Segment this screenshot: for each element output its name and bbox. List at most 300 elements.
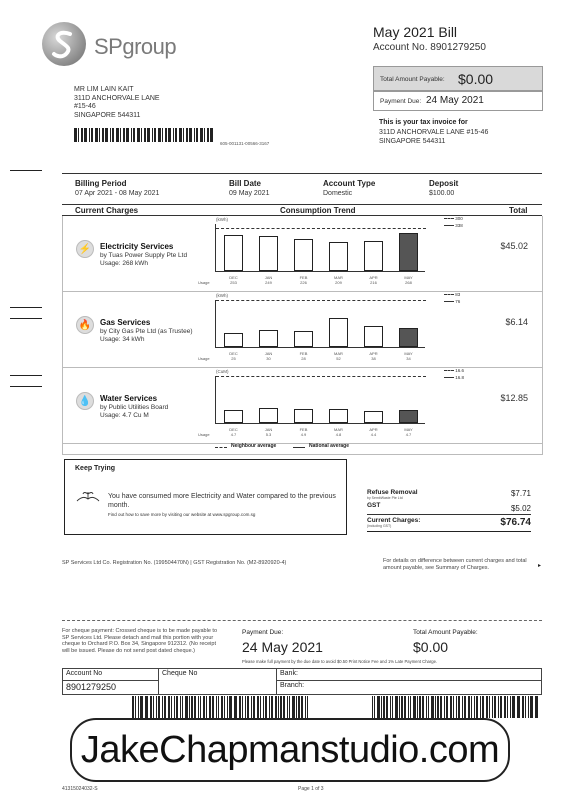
barcode-bar <box>175 128 177 142</box>
month-label: MAR <box>334 275 343 280</box>
chart-tick-label <box>216 351 251 361</box>
current-charges-label: Current Charges: <box>367 517 421 524</box>
barcode-bar <box>123 128 125 142</box>
barcode-bar <box>78 128 79 142</box>
flame-icon: 🔥 <box>76 316 94 334</box>
barcode-bar <box>216 696 217 718</box>
barcode-bar <box>528 696 530 718</box>
neighbour-average-value: 83 <box>455 292 461 297</box>
barcode-bar <box>489 696 490 718</box>
barcode-bar <box>510 696 512 718</box>
barcode-bar <box>462 696 463 718</box>
barcode-bar <box>133 128 135 142</box>
chart-bar <box>224 410 244 423</box>
month-label: MAY <box>404 427 413 432</box>
neighbour-average-line <box>216 228 426 229</box>
barcode-bar <box>280 696 281 718</box>
service-name: Gas Services <box>100 318 151 327</box>
customer-address <box>74 86 160 120</box>
barcode-bar <box>144 128 146 142</box>
usage-value: 253 <box>230 280 237 285</box>
chart-tick-label <box>391 351 426 361</box>
barcode-bar <box>260 696 261 718</box>
usage-value: 268 <box>405 280 412 285</box>
national-legend-label: National average <box>309 443 350 449</box>
barcode-bar <box>245 696 246 718</box>
barcode-bar <box>153 696 154 718</box>
barcode-bar <box>154 128 156 142</box>
sp-logo-icon <box>42 22 90 68</box>
account-label: Account No. <box>373 42 428 53</box>
barcode-bar <box>138 696 139 718</box>
barcode-bar <box>152 128 153 142</box>
usage-value: 30 <box>266 356 271 361</box>
barcode-bar <box>437 696 439 718</box>
barcode-bar <box>116 128 119 142</box>
registration-info: SP Services Ltd Co. Registration No. (199504470N) | GST Registration No. (M2-8920920-4) <box>62 560 287 566</box>
barcode-bar <box>377 696 379 718</box>
slip-table <box>62 668 542 695</box>
service-provider: by Public Utilities Board <box>100 404 169 411</box>
refuse-removal-value: $7.71 <box>510 489 531 498</box>
chart-unit: (kWh) <box>216 293 228 298</box>
chart-bar <box>294 409 314 423</box>
legend-solid-line <box>444 299 460 304</box>
barcode-bar <box>522 696 524 718</box>
neighbour-legend-label: Neighbour average <box>231 443 277 449</box>
slip-account-value: 8901279250 <box>63 681 159 695</box>
tax-addr-line: SINGAPORE 544311 <box>379 137 446 145</box>
barcode-bar <box>185 696 187 718</box>
barcode-bar <box>498 696 499 718</box>
tax-addr-line: 311D ANCHORVALE LANE #15-46 <box>379 129 489 136</box>
service-row <box>62 292 542 368</box>
barcode-bar <box>186 128 188 142</box>
chart-tick-label <box>391 427 426 437</box>
service-usage: Usage: 4.7 Cu M <box>100 412 149 419</box>
chart-tick-label <box>251 351 286 361</box>
barcode-bar <box>251 696 252 718</box>
chart-bar <box>399 233 419 271</box>
barcode-bar <box>305 696 306 718</box>
billing-period-label: Billing Period <box>75 179 127 188</box>
barcode-bar <box>137 128 140 142</box>
chart-bar <box>329 318 349 347</box>
barcode-bar <box>392 696 394 718</box>
keep-trying-title: Keep Trying <box>75 465 116 472</box>
barcode-bar <box>200 128 203 142</box>
slip-total-value: $0.00 <box>413 639 449 655</box>
barcode-bar <box>229 696 231 718</box>
barcode-bar <box>456 696 458 718</box>
chart-tick-label <box>356 427 391 437</box>
fold-mark <box>10 170 42 171</box>
refuse-removal-sub: by SembWaste Pte Ltd <box>367 496 403 500</box>
usage-axis-label: Usage <box>198 356 210 361</box>
tax-invoice-address <box>379 129 488 146</box>
details-note: For details on difference between current charges and total amount payable, see Summary of Charges. <box>383 558 527 571</box>
barcode-bar <box>374 696 376 718</box>
barcode-bar <box>476 696 478 718</box>
barcode-bar <box>474 696 476 718</box>
service-provider: by Tuas Power Supply Pte Ltd <box>100 252 188 259</box>
billing-period <box>75 179 159 197</box>
barcode-bar <box>120 128 121 142</box>
barcode-bar <box>275 696 277 718</box>
month-label: JAN <box>264 351 273 356</box>
barcode-bar <box>235 696 236 718</box>
fold-mark <box>10 375 42 376</box>
brand-name: SPgroup <box>94 34 177 59</box>
usage-value: 4.7 <box>230 432 237 437</box>
chart-tick-label <box>251 275 286 285</box>
current-charges-value: $76.74 <box>500 517 531 528</box>
barcode-bar <box>458 696 460 718</box>
barcode-bar <box>471 696 472 718</box>
usage-value: 34 <box>406 356 411 361</box>
account-type-label: Account Type <box>323 179 376 188</box>
fold-mark <box>10 318 42 319</box>
month-label: FEB <box>299 427 308 432</box>
chart-bar <box>224 333 244 347</box>
barcode-bar <box>180 696 181 718</box>
slip-cheque-field[interactable]: Cheque No <box>159 669 277 695</box>
barcode-bar <box>102 128 104 142</box>
barcode-bar <box>210 128 213 142</box>
barcode-bar <box>74 128 77 142</box>
total-payable-label: Total Amount Payable: <box>380 76 445 83</box>
barcode-bar <box>383 696 385 718</box>
barcode-bar <box>198 696 199 718</box>
month-label: MAR <box>334 427 343 432</box>
barcode-bar <box>182 696 183 718</box>
barcode-bar <box>200 696 201 718</box>
chart-tick-label <box>286 351 321 361</box>
barcode-bar <box>504 696 506 718</box>
address-line: #15-46 <box>74 103 96 110</box>
chart-bar <box>294 239 314 271</box>
barcode-bar <box>419 696 421 718</box>
barcode-bar <box>408 696 409 718</box>
barcode-bar <box>89 128 90 142</box>
account-type-value: Domestic <box>323 190 353 197</box>
barcode-bar <box>234 696 235 718</box>
barcode-bar <box>535 696 536 718</box>
barcode-bar <box>247 696 249 718</box>
barcode-bar <box>141 128 142 142</box>
neighbour-average-line <box>216 300 426 301</box>
service-amount: $12.85 <box>500 393 528 403</box>
barcode-bar <box>189 696 190 718</box>
total-payable-box <box>373 66 543 91</box>
service-amount: $45.02 <box>500 241 528 251</box>
service-name: Electricity Services <box>100 242 174 251</box>
barcode-bar <box>242 696 243 718</box>
legend-dotted-line <box>444 292 460 297</box>
usage-value: 4.7 <box>405 432 412 437</box>
divider <box>62 173 542 174</box>
service-row <box>62 368 542 444</box>
hands-plant-icon <box>75 489 101 505</box>
chart-bar <box>329 242 349 272</box>
month-label: APR <box>369 427 378 432</box>
chart-tick-label <box>286 275 321 285</box>
barcode-bar <box>289 696 290 718</box>
barcode-bar <box>450 696 452 718</box>
month-label: JAN <box>264 275 273 280</box>
account-number: 8901279250 <box>430 42 486 53</box>
solid-legend-swatch <box>293 447 305 448</box>
barcode-bar <box>492 696 494 718</box>
service-amount: $6.14 <box>505 317 528 327</box>
service-provider: by City Gas Pte Ltd (as Trustee) <box>100 328 193 335</box>
barcode-bar <box>307 696 308 718</box>
barcode-bar <box>444 696 445 718</box>
barcode-bar <box>207 128 209 142</box>
barcode-bar <box>99 128 100 142</box>
barcode-bar <box>189 128 192 142</box>
fold-mark <box>10 307 42 308</box>
slip-total-label: Total Amount Payable: <box>413 629 478 636</box>
total-payable-value: $0.00 <box>458 71 494 87</box>
usage-value: 4.9 <box>300 432 307 437</box>
barcode-bar <box>426 696 427 718</box>
neighbour-average-value: 16.6 <box>455 368 465 373</box>
chart-tick-label <box>286 427 321 437</box>
slip-note: Please make full payment by the due date to avoid $0.50 Print Notice Fee and 1% Late Payment Charge. <box>242 659 438 664</box>
barcode-bar <box>162 696 163 718</box>
barcode-bar <box>194 696 196 718</box>
divider <box>62 454 543 455</box>
month-label: FEB <box>299 351 308 356</box>
barcode-bar <box>265 696 267 718</box>
barcode-bar <box>435 696 436 718</box>
barcode-bar <box>112 128 114 142</box>
payment-due-box <box>373 91 543 111</box>
national-average-value: 76 <box>455 299 461 304</box>
barcode-bar <box>150 696 152 718</box>
legend-solid-line <box>444 375 464 380</box>
barcode-bar <box>196 128 198 142</box>
barcode-bar <box>179 128 182 142</box>
barcode-bar <box>135 696 136 718</box>
barcode-bar <box>126 128 129 142</box>
usage-value: 5.3 <box>265 432 272 437</box>
barcode-bar <box>386 696 388 718</box>
barcode-bar <box>480 696 481 718</box>
barcode-bar <box>512 696 514 718</box>
tax-invoice-title: This is your tax invoice for <box>379 119 468 126</box>
month-label: MAY <box>404 275 413 280</box>
usage-value: 226 <box>300 280 307 285</box>
usage-value: 38 <box>371 356 376 361</box>
barcode-bar <box>507 696 508 718</box>
barcode-bar <box>269 696 270 718</box>
customer-name: MR LIM LAIN KAIT <box>74 86 134 93</box>
chart-tick-label <box>216 275 251 285</box>
barcode-bar <box>500 696 502 718</box>
barcode-bar <box>218 696 219 718</box>
barcode-bar <box>257 696 259 718</box>
barcode-bar <box>158 696 160 718</box>
barcode-bar <box>131 128 132 142</box>
chart-legend <box>215 443 415 453</box>
chart-tick-label <box>356 351 391 361</box>
barcode-bar <box>395 696 397 718</box>
legend-dotted-line <box>444 368 464 373</box>
keep-trying-message: You have consumed more Electricity and Water compared to the previous month. <box>108 493 336 509</box>
consumption-chart <box>198 300 425 361</box>
month-label: APR <box>369 275 378 280</box>
barcode-bar <box>146 696 147 718</box>
address-line: 311D ANCHORVALE LANE <box>74 94 160 102</box>
barcode-bar <box>446 696 448 718</box>
watermark-banner: JakeChapmanstudio.com <box>70 718 510 782</box>
barcode-bar <box>84 128 87 142</box>
barcode-bar <box>174 696 175 718</box>
barcode-bar <box>227 696 228 718</box>
barcode-bar <box>301 696 303 718</box>
payment-barcode-right <box>372 696 540 718</box>
usage-value: 209 <box>335 280 342 285</box>
barcode-bar <box>525 696 526 718</box>
lightning-icon: ⚡ <box>76 240 94 258</box>
month-label: FEB <box>299 275 308 280</box>
current-charges-header: Current Charges <box>75 206 139 215</box>
service-name: Water Services <box>100 394 158 403</box>
month-label: DEC <box>229 275 238 280</box>
barcode-bar <box>440 696 442 718</box>
account-number-line <box>373 42 486 53</box>
barcode-bar <box>486 696 488 718</box>
barcode-bar <box>194 128 195 142</box>
barcode-bar <box>287 696 288 718</box>
barcode-bar <box>399 696 400 718</box>
barcode-bar <box>390 696 391 718</box>
month-label: MAR <box>334 351 343 356</box>
payment-due-value: 24 May 2021 <box>426 95 484 106</box>
barcode-bar <box>536 696 538 718</box>
barcode-bar <box>271 696 272 718</box>
barcode-bar <box>263 696 264 718</box>
barcode-bar <box>381 696 382 718</box>
chart-bar <box>364 411 384 423</box>
consumption-trend-header: Consumption Trend <box>280 206 356 215</box>
barcode-bar <box>422 696 424 718</box>
chart-bar <box>224 235 244 271</box>
barcode-bar <box>212 696 214 718</box>
dotted-legend-swatch <box>215 447 227 448</box>
barcode-bar <box>168 128 171 142</box>
deposit-value: $100.00 <box>429 190 455 197</box>
payment-due-label: Payment Due: <box>380 98 422 105</box>
chart-tick-label <box>251 427 286 437</box>
keep-trying-box <box>64 459 347 535</box>
slip-due-label: Payment Due: <box>242 629 284 636</box>
usage-value: 28 <box>301 356 306 361</box>
chart-tick-label <box>356 275 391 285</box>
slip-instructions: For cheque payment: Crossed cheque is to be made payable to SP Services Ltd. Please detach and mail this portion with your cheque to Orchard P.O. Box 34, Singapore 912312. (No receipt will be issued. Please do not send post dated cheque.) <box>62 628 218 654</box>
usage-value: 4.8 <box>335 432 342 437</box>
deposit <box>429 179 458 197</box>
barcode-bar <box>162 128 163 142</box>
tear-line <box>62 620 542 621</box>
chart-bar <box>364 326 384 347</box>
barcode-bar <box>296 696 297 718</box>
usage-value: 249 <box>265 280 272 285</box>
table-right-border <box>542 216 543 454</box>
barcode-bar <box>165 128 167 142</box>
slip-account-label: Account No <box>63 669 159 681</box>
water-drop-icon: 💧 <box>76 392 94 410</box>
chart-bar <box>399 410 419 423</box>
barcode-bar <box>428 696 430 718</box>
month-label: JAN <box>264 427 273 432</box>
barcode-bar <box>401 696 403 718</box>
service-row <box>62 216 542 292</box>
consumption-chart <box>198 376 425 437</box>
barcode-bar <box>209 696 210 718</box>
slip-bank-field[interactable]: Bank: <box>277 669 542 681</box>
usage-axis-label: Usage <box>198 432 210 437</box>
keep-trying-link[interactable]: Find out how to save more by visiting our website at www.spgroup.com.sg <box>108 512 256 517</box>
barcode-bar <box>410 696 412 718</box>
slip-branch-field[interactable]: Branch: <box>277 681 542 695</box>
barcode-bar <box>417 696 418 718</box>
barcode-bar <box>91 128 93 142</box>
refuse-removal-label: Refuse Removal <box>367 489 418 496</box>
slip-due-value: 24 May 2021 <box>242 639 323 655</box>
chart-unit: (CuM) <box>216 369 229 374</box>
barcode-bar <box>494 696 496 718</box>
barcode-bar <box>81 128 83 142</box>
fold-mark <box>10 386 42 387</box>
barcode-bar <box>453 696 454 718</box>
billing-period-value: 07 Apr 2021 - 08 May 2021 <box>75 190 160 197</box>
current-charges-sub: (including GST) <box>367 524 392 528</box>
barcode-bar <box>95 128 98 142</box>
barcode-bar <box>204 128 205 142</box>
chart-tick-label <box>321 427 356 437</box>
footer-code: 41315024032-S <box>62 786 98 792</box>
barcode-bar <box>292 696 294 718</box>
barcode-bar <box>206 696 207 718</box>
chart-bar <box>399 328 419 347</box>
chart-bar <box>364 241 384 271</box>
barcode-bar <box>518 696 520 718</box>
barcode-bar <box>147 128 150 142</box>
gst-value: $5.02 <box>510 504 531 513</box>
totals-summary <box>367 489 531 532</box>
neighbour-average-line <box>216 376 426 377</box>
legend-solid-line <box>444 223 463 228</box>
barcode-bar <box>110 128 111 142</box>
barcode-bar <box>156 696 157 718</box>
barcode-bar <box>158 128 161 142</box>
bill-date <box>229 179 269 197</box>
barcode-bar <box>464 696 466 718</box>
barcode-bar <box>191 696 192 718</box>
barcode-bar <box>203 696 205 718</box>
usage-value: 216 <box>370 280 377 285</box>
barcode-bar <box>221 696 223 718</box>
bill-title: May 2021 Bill <box>373 24 458 40</box>
barcode-bar <box>173 128 174 142</box>
chart-tick-label <box>321 351 356 361</box>
barcode-bar <box>298 696 299 718</box>
chart-bar <box>259 408 279 423</box>
month-label: APR <box>369 351 378 356</box>
